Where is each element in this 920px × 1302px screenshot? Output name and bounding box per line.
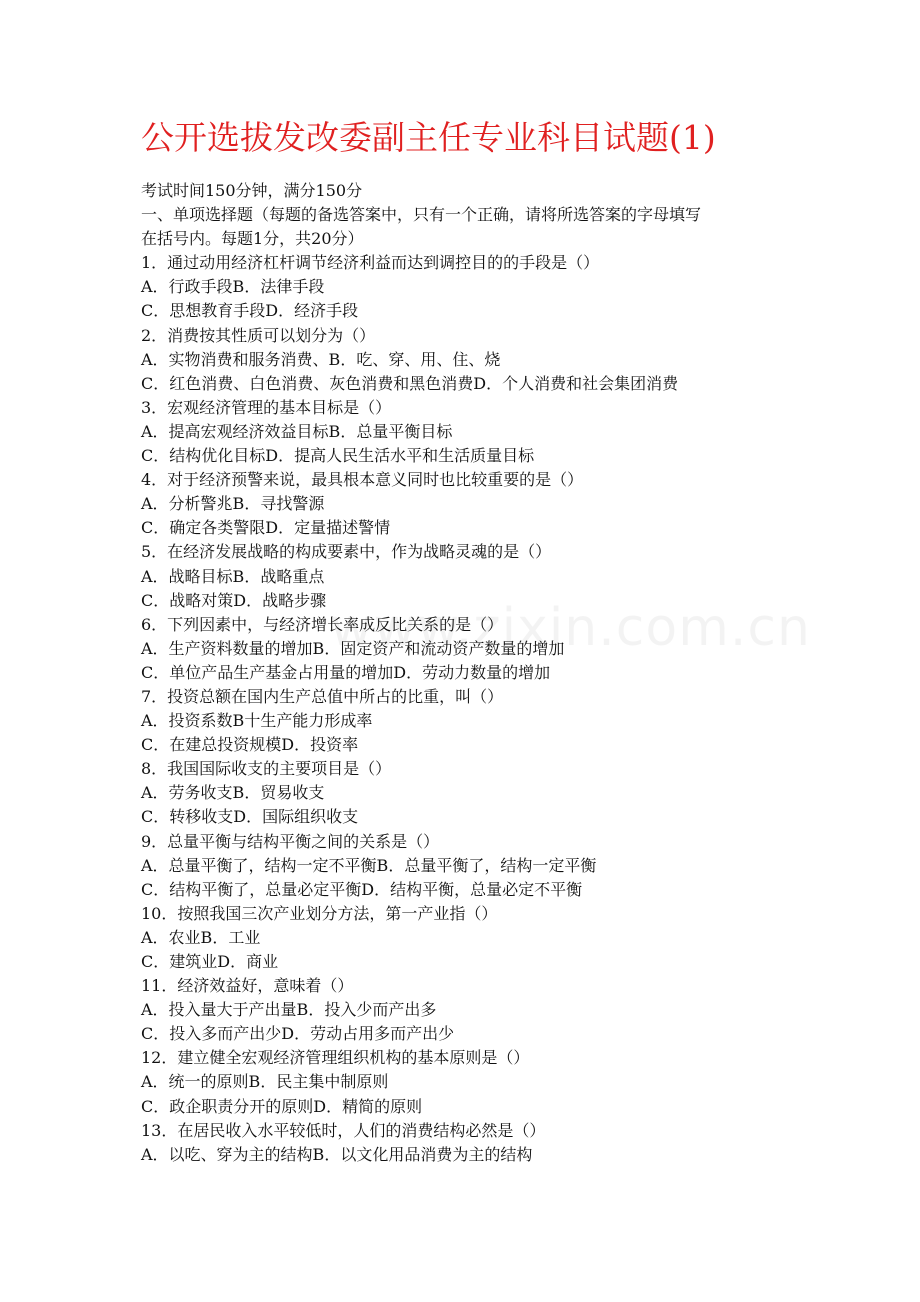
text-line: C．红色消费、白色消费、灰色消费和黑色消费D．个人消费和社会集团消费 [141,373,679,393]
text-line: C．单位产品生产基金占用量的增加D．劳动力数量的增加 [141,662,551,682]
text-line: C．投入多而产出少D．劳动占用多而产出少 [141,1024,455,1044]
text-line: C．战略对策D．战略步骤 [141,590,327,610]
text-line: A．生产资料数量的增加B．固定资产和流动资产数量的增加 [141,638,565,658]
text-line: C．结构平衡了，总量必定平衡D．结构平衡，总量必定不平衡 [141,879,583,899]
text-line: A．以吃、穿为主的结构B．以文化用品消费为主的结构 [141,1144,533,1164]
text-line: 在括号内。每题1分，共20分） [141,229,364,249]
text-line: 12．建立健全宏观经济管理组织机构的基本原则是（） [141,1048,530,1068]
text-line: 10．按照我国三次产业划分方法，第一产业指（） [141,903,498,923]
text-line: C．在建总投资规模D．投资率 [141,735,359,755]
text-line: 9．总量平衡与结构平衡之间的关系是（） [141,831,440,851]
text-line: 一、单项选择题（每题的备选答案中，只有一个正确，请将所选答案的字母填写 [141,205,702,225]
text-line: A．统一的原则B．民主集中制原则 [141,1072,389,1092]
text-line: 6．下列因素中，与经济增长率成反比关系的是（） [141,614,504,634]
document-body [141,179,841,1167]
text-line: A．总量平衡了，结构一定不平衡B．总量平衡了，结构一定平衡 [141,855,597,875]
text-line: 2．消费按其性质可以划分为（） [141,325,376,345]
text-line: 13．在居民收入水平较低时，人们的消费结构必然是（） [141,1120,546,1140]
text-line: A．投入量大于产出量B．投入少而产出多 [141,1000,437,1020]
text-line: C．政企职责分开的原则D．精简的原则 [141,1096,423,1116]
text-line: 3．宏观经济管理的基本目标是（） [141,397,392,417]
text-line: A．投资系数B十生产能力形成率 [141,711,373,731]
text-line: 考试时间150分钟，满分150分 [141,181,363,200]
text-line: 4．对于经济预警来说，最具根本意义同时也比较重要的是（） [141,470,584,490]
text-line: C．建筑业D．商业 [141,952,279,971]
text-line: A．分析警兆B．寻找警源 [141,494,325,514]
text-line: 1．通过动用经济杠杆调节经济利益而达到调控目的的手段是（） [141,253,600,273]
text-line: C．结构优化目标D．提高人民生活水平和生活质量目标 [141,446,535,466]
text-line: C．确定各类警限D．定量描述警情 [141,518,391,538]
text-line: A．农业B．工业 [141,927,261,947]
text-line: 8．我国国际收支的主要项目是（） [141,759,392,779]
text-line: 5．在经济发展战略的构成要素中，作为战略灵魂的是（） [141,542,552,562]
text-line: A．提高宏观经济效益目标B．总量平衡目标 [141,421,453,441]
text-line: A．战略目标B．战略重点 [141,566,325,586]
text-line: 11．经济效益好，意味着（） [141,976,354,996]
text-line: A．劳务收支B．贸易收支 [141,783,325,803]
text-line: A．行政手段B．法律手段 [141,277,325,297]
text-line: C．转移收支D．国际组织收支 [141,807,359,827]
text-line: C．思想教育手段D．经济手段 [141,301,359,321]
text-line: A．实物消费和服务消费、B．吃、穿、用、住、烧 [141,349,501,369]
text-line: 7．投资总额在国内生产总值中所占的比重，叫（） [141,686,504,706]
document-title: 公开选拔发改委副主任专业科目试题(1) [141,118,716,157]
